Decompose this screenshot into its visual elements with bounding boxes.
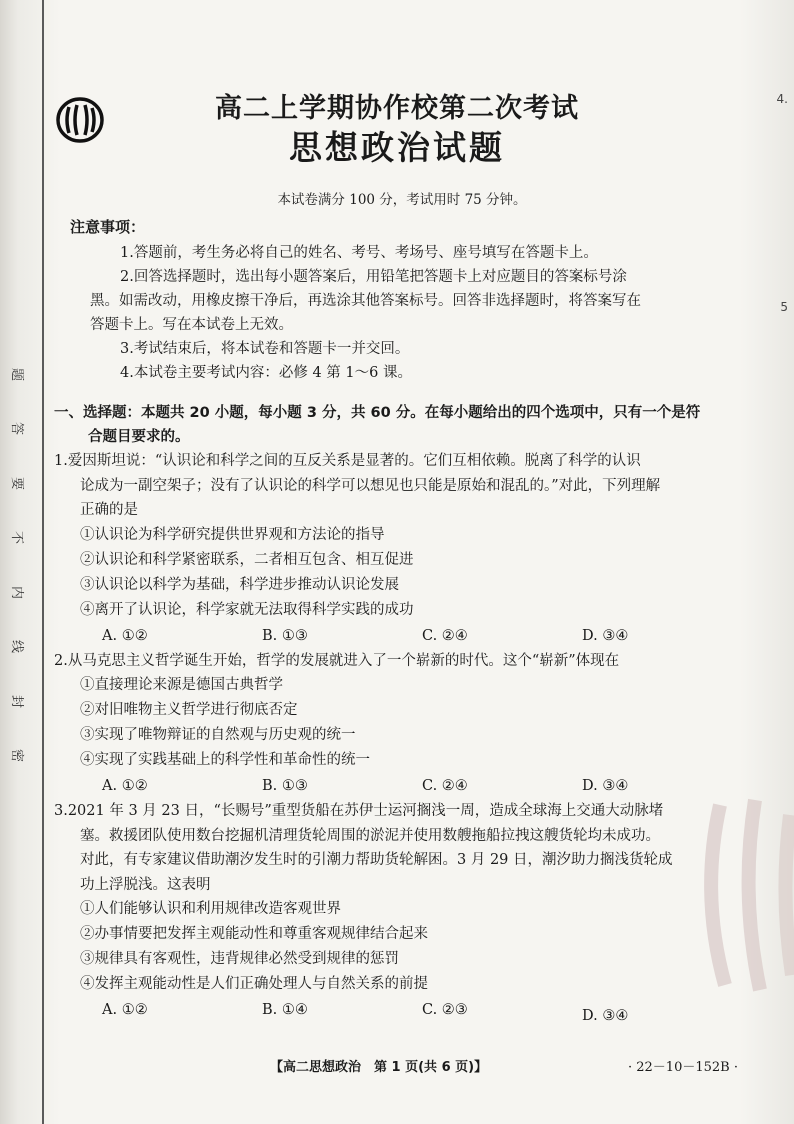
binding-char: 线 — [9, 640, 25, 654]
answer-choices — [62, 773, 742, 799]
statement-option: ④发挥主观能动性是人们正确处理人与自然关系的前提 — [80, 976, 428, 992]
answer-c: C. ②④ — [422, 778, 468, 794]
answer-d: D. ③④ — [582, 1008, 629, 1024]
binding-char: 密 — [9, 748, 25, 762]
notice-line: 4.本试卷主要考试内容：必修 4 第 1～6 课。 — [120, 365, 412, 381]
answer-c: C. ②③ — [422, 1002, 468, 1018]
answer-a: A. ①② — [102, 1002, 148, 1018]
answer-a: A. ①② — [102, 627, 148, 644]
section-line: 合题目要求的。 — [88, 429, 190, 445]
watermark-logo-icon — [700, 795, 794, 995]
answer-d: D. ③④ — [582, 627, 629, 644]
answer-d: D. ③④ — [582, 778, 629, 794]
question-stem: 正确的是 — [80, 502, 138, 518]
statement-option: ③认识论以科学为基础，科学进步推动认识论发展 — [80, 576, 399, 593]
section-line: 一、选择题：本题共 20 小题，每小题 3 分，共 60 分。在每小题给出的四个选项中，只有一个是符 — [54, 405, 701, 421]
binding-char: 封 — [9, 694, 25, 708]
question-stem: 论成为一副空架子；没有了认识论的科学可以想见也只能是原始和混乱的。”对此，下列理解 — [80, 477, 661, 494]
page-number: 【高二思想政治 第 1 页(共 6 页)】 — [270, 1060, 488, 1075]
exam-code: · 22－10－152B · — [628, 1060, 738, 1075]
question-1 — [54, 449, 742, 649]
question-stem: 塞。救援团队使用数台挖掘机清理货轮周围的淤泥并使用数艘拖船拉拽这艘货轮均未成功。 — [80, 827, 660, 844]
exam-info: 本试卷满分 100 分，考试用时 75 分钟。 — [277, 192, 527, 208]
edge-number: 4. — [776, 92, 788, 106]
binding-char: 题 — [9, 367, 25, 382]
binding-char: 不 — [9, 531, 25, 545]
statement-option: ②对旧唯物主义哲学进行彻底否定 — [80, 702, 298, 718]
notice-line: 答题卡上。写在本试卷上无效。 — [90, 317, 293, 333]
question-2 — [54, 649, 742, 800]
question-3 — [54, 799, 742, 1024]
statement-option: ④离开了认识论，科学家就无法取得科学实践的成功 — [80, 601, 414, 618]
exam-content — [54, 188, 742, 1024]
subject-title: 思想政治试题 — [289, 128, 505, 167]
binding-char: 要 — [9, 476, 25, 490]
exam-title: 高二上学期协作校第二次考试 — [215, 93, 579, 124]
statement-option: ④实现了实践基础上的科学性和革命性的统一 — [80, 752, 370, 768]
question-stem: 功上浮脱浅。这表明 — [80, 876, 211, 893]
answer-b: B. ①③ — [262, 778, 308, 794]
binding-margin-text — [8, 365, 30, 765]
statement-option: ③规律具有客观性，违背规律必然受到规律的惩罚 — [80, 951, 399, 967]
statement-option: ①人们能够认识和利用规律改造客观世界 — [80, 901, 341, 917]
answer-choices — [62, 997, 742, 1023]
statement-option: ③实现了唯物辩证的自然观与历史观的统一 — [80, 727, 356, 743]
notice-line: 3.考试结束后，将本试卷和答题卡一并交回。 — [120, 341, 410, 357]
question-stem: 对此，有专家建议借助潮汐发生时的引潮力帮助货轮解困。3 月 29 日，潮汐助力搁浅货轮成 — [80, 852, 673, 868]
question-stem: 1.爱因斯坦说：“认识论和科学之间的互反关系是显著的。它们互相依赖。脱离了科学的认识 — [54, 453, 641, 469]
statement-option: ①认识论为科学研究提供世界观和方法论的指导 — [80, 526, 385, 543]
edge-number: 5 — [780, 300, 788, 314]
notice-line: 黑。如需改动，用橡皮擦干净后，再选涂其他答案标号。回答非选择题时，将答案写在 — [90, 293, 641, 309]
answer-c: C. ②④ — [422, 627, 468, 644]
notice-heading: 注意事项： — [70, 218, 146, 236]
statement-option: ②办事情要把发挥主观能动性和尊重客观规律结合起来 — [80, 926, 428, 942]
binding-char: 内 — [9, 585, 25, 599]
answer-b: B. ①④ — [262, 1002, 308, 1018]
answer-b: B. ①③ — [262, 627, 308, 644]
binding-char: 答 — [9, 422, 25, 436]
question-stem: 3.2021 年 3 月 23 日，“长赐号”重型货船在苏伊士运河搁浅一周，造成全球海上交通大动脉堵 — [54, 803, 664, 819]
statement-option: ①直接理论来源是德国古典哲学 — [80, 677, 283, 693]
notice-line: 1.答题前，考生务必将自己的姓名、考号、考场号、座号填写在答题卡上。 — [120, 245, 598, 261]
notice-line: 2.回答选择题时，选出每小题答案后，用铅笔把答题卡上对应题目的答案标号涂 — [120, 269, 627, 285]
statement-option: ②认识论和科学紧密联系，二者相互包含、相互促进 — [80, 551, 414, 568]
answer-a: A. ①② — [102, 778, 148, 794]
question-stem: 2.从马克思主义哲学诞生开始，哲学的发展就进入了一个崭新的时代。这个“崭新”体现在 — [54, 652, 620, 669]
section-heading — [54, 401, 742, 449]
answer-choices — [62, 623, 742, 649]
